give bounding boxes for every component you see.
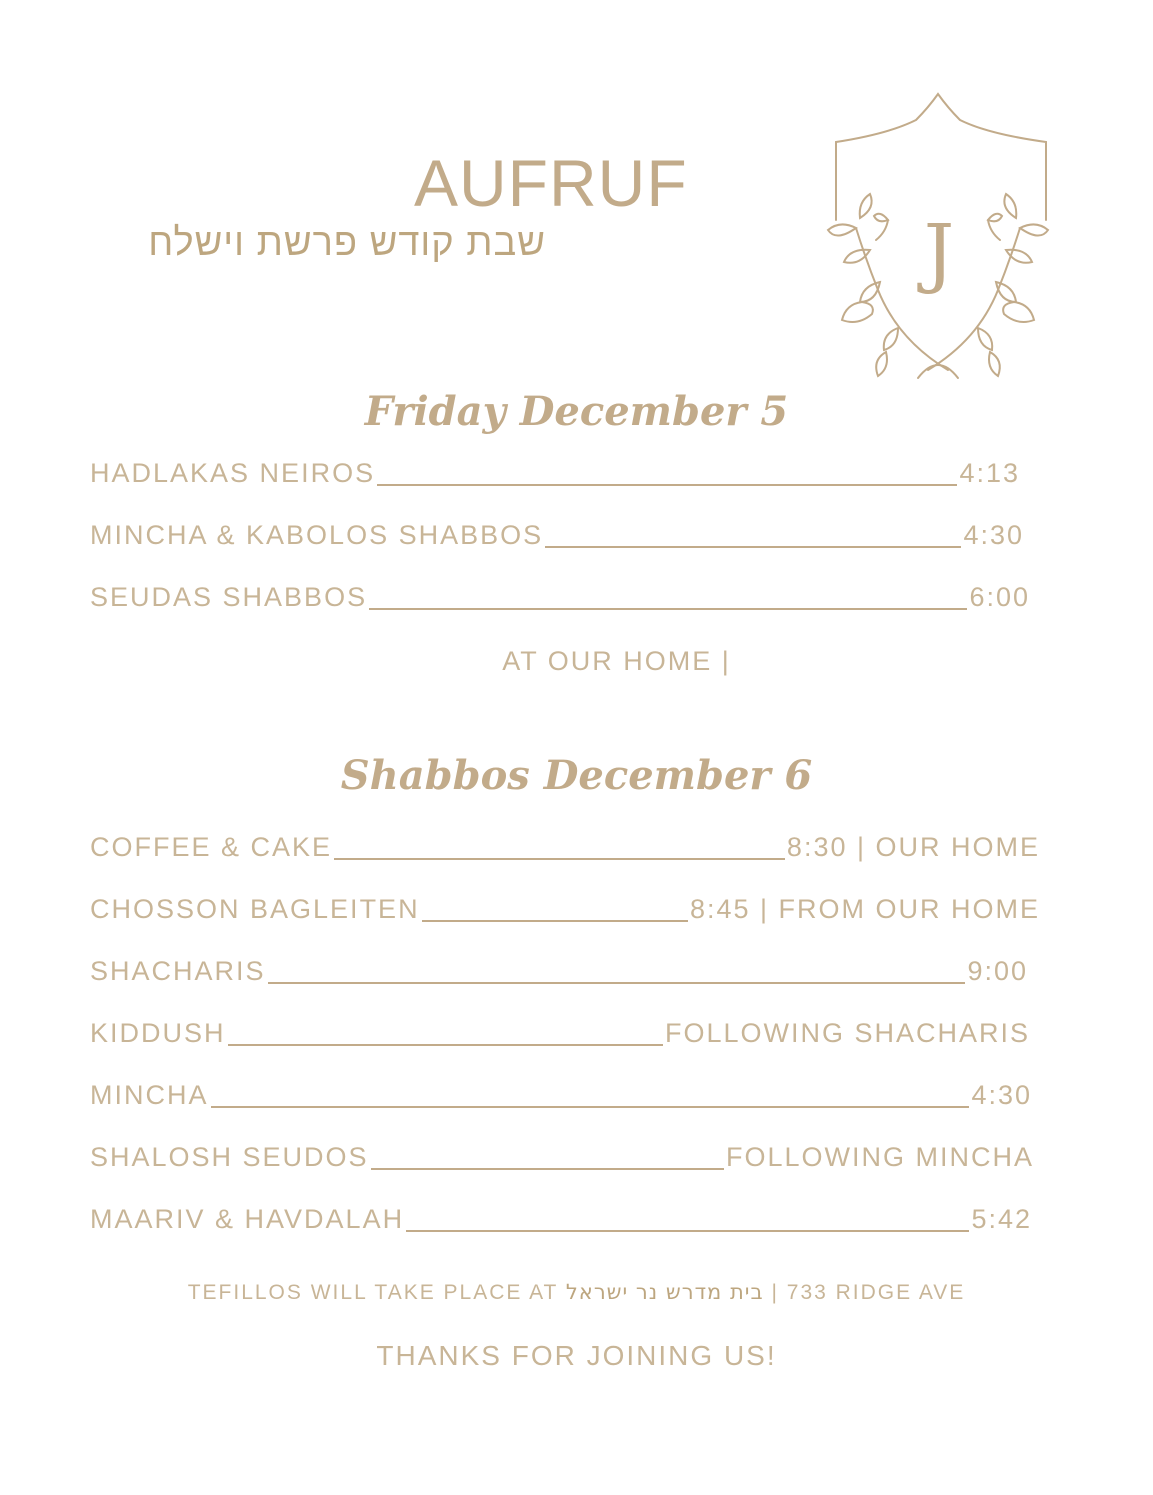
page-title: AUFRUF (414, 146, 688, 220)
schedule-row-kiddush (90, 1018, 1030, 1049)
friday-heading: Friday December 5 (364, 388, 789, 435)
tefillos-address: | 733 RIDGE AVE (771, 1281, 966, 1304)
row-value: FOLLOWING SHACHARIS (664, 1018, 1030, 1048)
row-value: 8:45 | FROM OUR HOME (689, 894, 1040, 924)
monogram-crest-icon (798, 90, 1080, 386)
dotted-leader (377, 484, 957, 486)
schedule-row-shalosh-seudos (90, 1142, 1034, 1173)
thanks-message: THANKS FOR JOINING US! (376, 1340, 777, 1371)
dotted-leader (371, 1168, 724, 1170)
dotted-leader (228, 1044, 663, 1046)
shabbos-heading: Shabbos December 6 (340, 752, 813, 799)
schedule-row-mincha (90, 1080, 1032, 1111)
dotted-leader (406, 1230, 969, 1232)
row-label: SEUDAS SHABBOS (90, 582, 368, 612)
schedule-row-seudas-shabbos (90, 582, 1030, 613)
row-label: SHALOSH SEUDOS (90, 1142, 369, 1172)
schedule-row-maariv-havdalah (90, 1204, 1032, 1235)
row-value: 9:00 (967, 956, 1028, 986)
schedule-row-hadlakas-neiros (90, 458, 1020, 489)
row-label: MINCHA & KABOLOS SHABBOS (90, 520, 544, 550)
row-label: CHOSSON BAGLEITEN (90, 894, 420, 924)
row-value: FOLLOWING MINCHA (725, 1142, 1034, 1172)
row-label: MAARIV & HAVDALAH (90, 1204, 405, 1234)
row-label: HADLAKAS NEIROS (90, 458, 376, 488)
row-value: 4:13 (959, 458, 1020, 488)
row-label: COFFEE & CAKE (90, 832, 333, 862)
row-value: 4:30 (963, 520, 1024, 550)
dotted-leader (211, 1106, 970, 1108)
schedule-row-chosson-bagleiten (90, 894, 1040, 925)
dotted-leader (422, 920, 688, 922)
row-value: 6:00 (969, 582, 1030, 612)
dotted-leader (545, 546, 961, 548)
schedule-row-shacharis (90, 956, 1028, 987)
row-value: 5:42 (971, 1204, 1032, 1234)
dotted-leader (268, 982, 966, 984)
row-value: 8:30 | OUR HOME (786, 832, 1040, 862)
schedule-row-coffee-cake (90, 832, 1040, 863)
row-label: SHACHARIS (90, 956, 266, 986)
schedule-row-mincha-kabolos (90, 520, 1024, 551)
row-label: KIDDUSH (90, 1018, 226, 1048)
tefillos-location-line (0, 1282, 1153, 1303)
tefillos-hebrew-name: בית מדרש נר ישראל (565, 1280, 764, 1304)
friday-location-note: AT OUR HOME | (502, 646, 731, 676)
tefillos-prefix: TEFILLOS WILL TAKE PLACE AT (187, 1281, 558, 1304)
dotted-leader (369, 608, 967, 610)
row-value: 4:30 (971, 1080, 1032, 1110)
row-label: MINCHA (90, 1080, 209, 1110)
dotted-leader (334, 858, 785, 860)
hebrew-subtitle: שבת קודש פרשת וישלח (148, 222, 546, 264)
monogram-letter: J (923, 207, 955, 296)
